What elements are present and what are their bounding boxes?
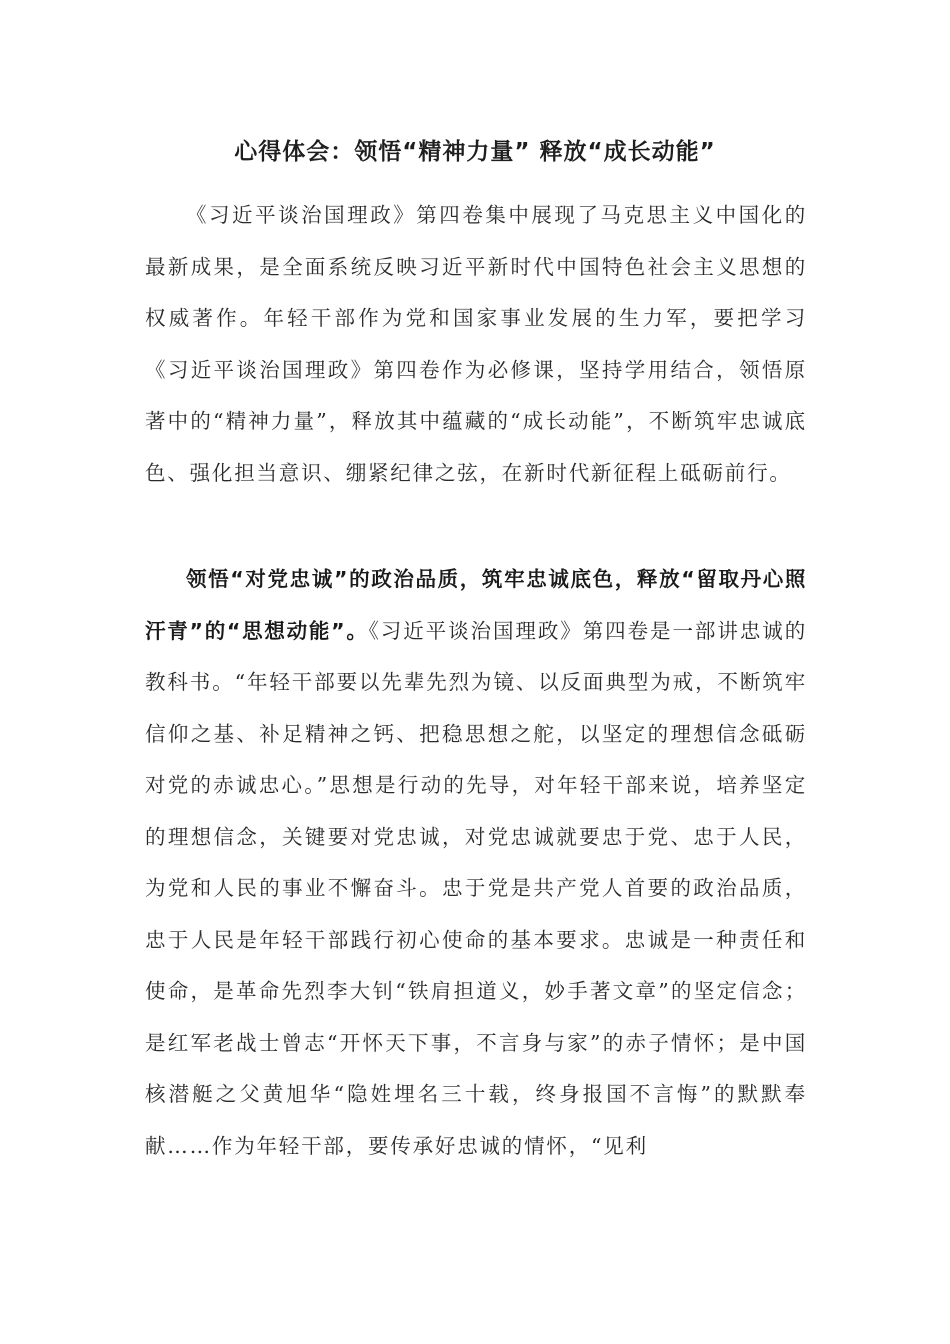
paragraph-intro — [145, 190, 807, 499]
document-title: 心得体会：领悟“精神力量” 释放“成长动能” — [234, 139, 716, 165]
paragraph-loyalty — [145, 554, 807, 1172]
paragraph-loyalty-text: 《习近平谈治国理政》第四卷是一部讲忠诚的教科书。“年轻干部要以先辈先烈为镜、以反面典型为戒，不断筑牢信仰之基、补足精神之钙、把稳思想之舵，以坚定的理想信念砥砺对党的赤诚忠心。”思想是行动的先导，对年轻干部来说，培养坚定的理想信念，关键要对党忠诚，对党忠诚就要忠于党、忠于人民，为党和人民的事业不懈奋斗。忠于党是共产党人首要的政治品质，忠于人民是年轻干部践行初心使命的基本要求。忠诚是一种责任和使命，是革命先烈李大钊“铁肩担道义，妙手著文章”的坚定信念；是红军老战士曾志“开怀天下事，不言身与家”的赤子情怀；是中国核潜艇之父黄旭华“隐姓埋名三十载，终身报国不言悔”的默默奉献……作为年轻干部，要传承好忠诚的情怀，“见利 — [145, 618, 807, 1158]
paragraph-intro-text: 《习近平谈治国理政》第四卷集中展现了马克思主义中国化的最新成果，是全面系统反映习近平新时代中国特色社会主义思想的权威著作。年轻干部作为党和国家事业发展的生力军，要把学习《习近平谈治国理政》第四卷作为必修课，坚持学用结合，领悟原著中的“精神力量”，释放其中蕴藏的“成长动能”，不断筑牢忠诚底色、强化担当意识、绷紧纪律之弦，在新时代新征程上砥砺前行。 — [145, 203, 807, 485]
paragraph-loyalty-lead: 领悟“对党忠诚”的政治品质，筑牢忠诚底色，释放“留取丹心照汗青”的“思想动能”。 — [145, 567, 807, 643]
